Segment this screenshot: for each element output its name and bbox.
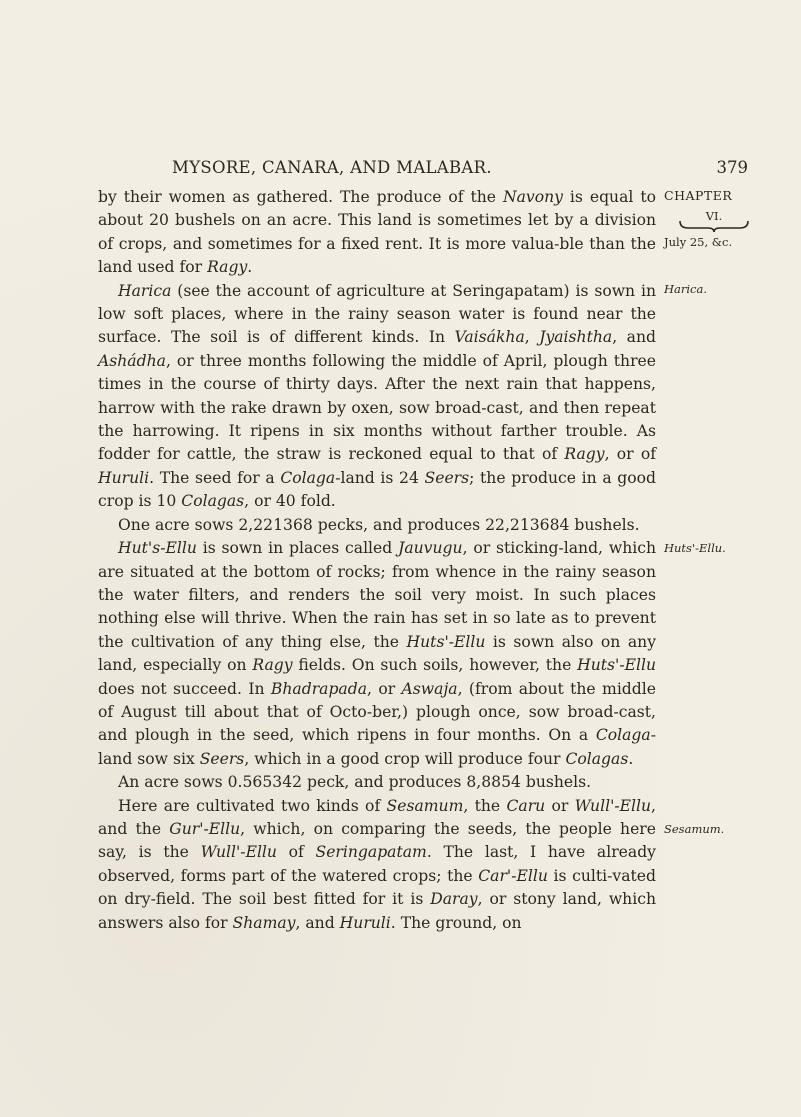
text-run: . The last, I have already observed, forms part of the watered crops; the (98, 843, 656, 885)
text-run: , and (295, 913, 340, 932)
italic-term: Harica (118, 281, 172, 300)
brace-icon (678, 219, 750, 233)
text-run: ; the produce in a good crop is 10 (98, 468, 657, 511)
text-run: An acre sows 0.565342 peck, and produces 8,8854 bushels. (118, 773, 592, 792)
sidenote-harica: Harica. (664, 282, 708, 296)
text-run: is sown in places called (196, 539, 399, 558)
italic-term: Jauvugu (398, 539, 463, 558)
text-run: . (628, 749, 634, 768)
text-run: is sown also on any land, especially on (98, 632, 657, 675)
text-run: , and the (98, 796, 656, 838)
italic-term: Ragy (207, 258, 248, 277)
paragraph-3 (98, 514, 656, 537)
text-run: . The ground, on (390, 913, 522, 932)
paragraph-5 (98, 771, 656, 794)
text-run: fields. On such soils, however, the (292, 656, 578, 675)
text-run: , which, on comparing the seeds, the people here say, is the (98, 819, 656, 862)
italic-term: Huruli (98, 468, 150, 487)
italic-term: Wull'-Ellu (200, 843, 277, 862)
italic-term: Car'-Ellu (478, 866, 548, 885)
text-run: , and (612, 328, 656, 347)
text-run: , or (367, 679, 402, 698)
text-run: -land sow six (98, 726, 656, 768)
italic-term: Wull'-Ellu (574, 796, 652, 815)
text-run: . The seed for a (149, 468, 281, 487)
text-run: , or sticking-land, which are situated at the bottom of rocks; from whence in the rainy season the water filters, and renders the soil very moist. In such places nothing else will thrive. When the rain has set in so late as to prevent the cultivation of any thing else, the (98, 539, 656, 651)
italic-term: Daray (430, 890, 478, 909)
italic-term: Navony (502, 188, 563, 206)
sidenote-sesamum: Sesamum. (664, 822, 725, 836)
italic-term: Huts'-Ellu (406, 632, 486, 651)
italic-term: Caru (506, 796, 546, 815)
body-text (98, 186, 656, 935)
text-run: One acre sows 2,221368 pecks, and produces 22,213684 bushels. (118, 515, 640, 534)
text-run: , or of (604, 445, 657, 464)
text-run: , (from about the middle of August till about that of Octo-ber,) plough once, sow broad-cast, and plough in the seed, which ripens in four months. On a (98, 679, 656, 745)
text-run: -land is 24 (335, 468, 425, 487)
italic-term: Colaga (280, 468, 336, 487)
text-run: , or 40 fold. (244, 492, 336, 511)
italic-term: Ashádha (98, 351, 166, 370)
text-run: , or stony land, which answers also for (98, 890, 656, 932)
text-run: or (545, 796, 575, 815)
italic-term: Seers (199, 749, 245, 768)
italic-term: Seers (424, 468, 470, 487)
italic-term: Bhadrapada (270, 679, 367, 698)
text-run: of (276, 843, 316, 862)
text-run: , or three months following the middle of April, plough three times in the course of thirty days. After the next rain that happens, harrow with the rake drawn by oxen, sow broad-cast, and then repeat the harrowing. It ripens in six months without farther trouble. As fodder for cattle, the straw is reckoned equal to that of (98, 351, 656, 464)
text-run: (see the account of agriculture at Seringapatam) is sown in low soft places, where in the rainy season water is found near the surface. The soil is of different kinds. In (98, 281, 656, 347)
italic-term: Vaisákha (454, 328, 525, 347)
italic-term: Huts'-Ellu (577, 656, 656, 675)
italic-term: Sesamum (386, 796, 464, 815)
italic-term: Shamay (232, 913, 296, 932)
sidenote-date: July 25, &c. (664, 235, 733, 249)
text-run: by their women as gathered. The produce of the (98, 188, 503, 206)
sidenote-chapter: CHAPTER (664, 188, 733, 203)
text-run: , (524, 328, 540, 347)
running-head (172, 158, 748, 180)
italic-term: Jyaishtha (539, 328, 613, 347)
paragraph-1 (98, 186, 656, 280)
paragraph-4 (98, 537, 656, 771)
text-run: is equal to about 20 bushels on an acre. This land is sometimes let by a division of crops, and sometimes for a fixed rent. It is more valua-ble than the land used for (98, 188, 656, 277)
sidenote-chapter-number: VI. (705, 209, 723, 223)
text-run: . (247, 258, 253, 277)
sidenote-huts-ellu: Huts'-Ellu. (664, 541, 726, 555)
italic-term: Gur'-Ellu (169, 819, 241, 838)
italic-term: Huruli (339, 913, 391, 932)
italic-term: Hut's-Ellu (118, 539, 197, 558)
text-run: , the (463, 796, 507, 815)
italic-term: Aswaja (401, 679, 458, 698)
paragraph-2 (98, 280, 656, 514)
text-run: does not succeed. In (98, 679, 271, 698)
italic-term: Colaga (595, 726, 651, 745)
page-number: 379 (716, 158, 748, 177)
text-run: Here are cultivated two kinds of (118, 796, 387, 815)
italic-term: Colagas (181, 492, 245, 511)
italic-term: Ragy (252, 656, 293, 675)
text-run: is culti-vated on dry-field. The soil best fitted for it is (98, 866, 656, 909)
italic-term: Ragy (564, 445, 605, 464)
running-title: MYSORE, CANARA, AND MALABAR. (172, 158, 492, 177)
italic-term: Seringapatam (315, 843, 427, 862)
paragraph-6 (98, 795, 656, 935)
italic-term: Colagas (565, 749, 629, 768)
text-run: , which in a good crop will produce four (244, 749, 566, 768)
